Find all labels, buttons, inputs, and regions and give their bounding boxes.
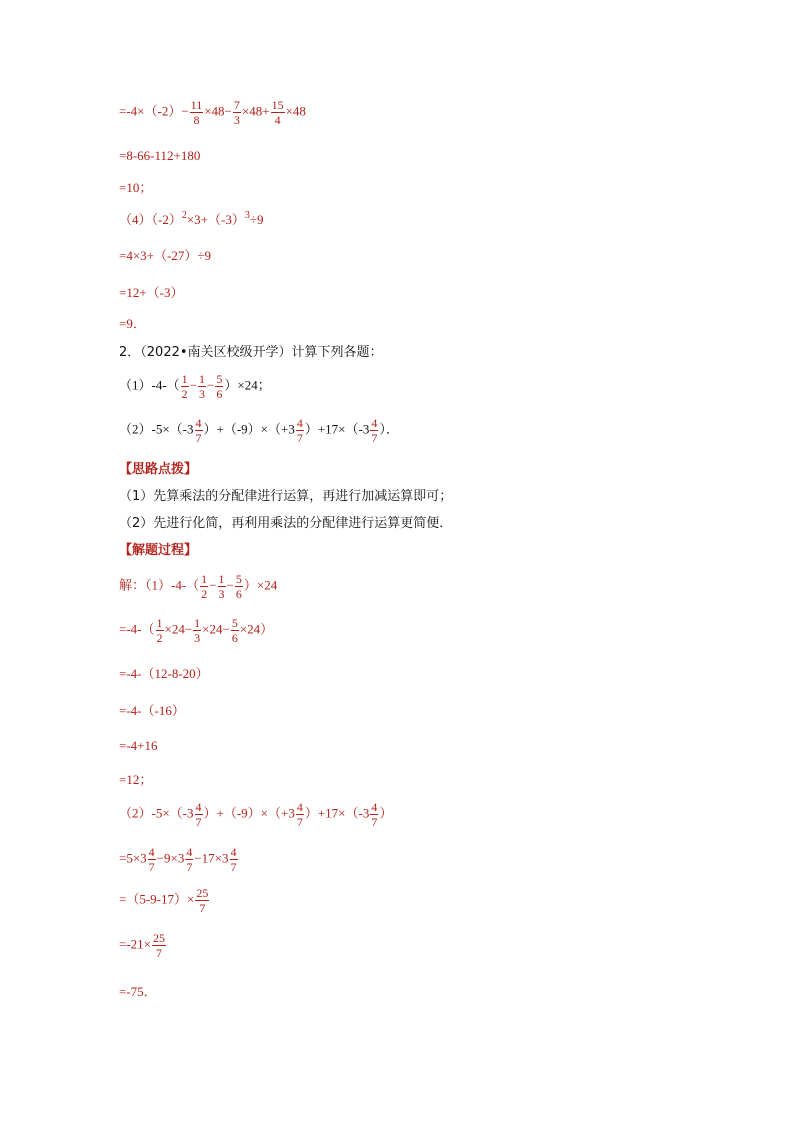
solution-line-4 [119,212,263,228]
question-2-title [119,345,383,361]
expr-text: − [189,377,198,393]
expr-text: =-4-（ [119,621,155,637]
fraction: $\frac{1}{3}$ [218,572,225,601]
question-2-part-2 [119,416,399,445]
solution-line-7: =9． [119,316,146,331]
fraction: $\frac{1}{3}$ [194,616,201,645]
expr-text: ）+（-9）×（+3 [203,805,295,821]
fraction: $\frac{4}{7}$ [371,416,378,445]
fraction: $\frac{4}{7}$ [195,416,202,445]
fraction: $\frac{7}{3}$ [233,98,240,127]
expr-text: −17×3 [194,850,229,866]
expr-text: ）． [379,421,399,437]
expr-text: − [226,577,234,593]
expr-text: ÷9 [249,212,264,227]
fraction: $\frac{25}{7}$ [196,886,209,915]
hint-line-2: （2）先进行化简，再利用乘法的分配律进行运算更简便． [119,516,453,531]
fraction: $\frac{4}{7}$ [148,845,155,874]
expr-text: −9×3 [156,850,185,866]
question-2-part-1 [119,372,271,401]
fraction: $\frac{4}{7}$ [371,800,378,829]
expr-text: ×24− [202,621,230,637]
fraction: $\frac{11}{8}$ [190,98,203,127]
fraction: $\frac{1}{2}$ [201,572,208,601]
expr-text: − [207,377,215,393]
fraction: $\frac{4}{7}$ [195,800,202,829]
solution-line-2: =8-66-112+180 [119,148,201,163]
solution-2-line-6: =12； [119,772,153,787]
expr-text: ） [379,805,393,821]
expr-text: =（5-9-17）× [119,891,195,907]
solution-line-5: =4×3+（-27）÷9 [119,248,211,263]
question-text: 计算下列各题： [291,345,383,360]
expr-text: （1）-4-（ [119,377,180,393]
expr-text: ×3+（-3） [186,212,245,227]
expr-text: ）×24； [224,377,271,393]
fraction: $\frac{5}{6}$ [235,572,242,601]
fraction: $\frac{4}{7}$ [230,845,237,874]
solution-2-line-3: =-4-（12-8-20） [119,666,209,681]
hint-line-1: （1）先算乘法的分配律进行运算，再进行加减运算即可； [119,489,453,504]
solution-line-3: =10； [119,180,153,195]
solution-line-6: =12+（-3） [119,285,184,300]
solution-2-line-2 [119,616,273,645]
solution-line-1 [119,98,306,127]
solution-2-line-11: =-75． [119,984,157,999]
question-number: 2． [119,345,141,360]
expr-text: − [209,577,217,593]
fraction: $\frac{1}{3}$ [199,372,206,401]
fraction: $\frac{1}{2}$ [156,616,163,645]
expr-text: ）×24 [243,577,278,593]
fraction: $\frac{4}{7}$ [296,800,303,829]
expr-text: ×24） [239,621,274,637]
fraction: $\frac{4}{7}$ [186,845,193,874]
exponent: 3 [244,210,250,221]
solution-2-line-5: =-4+16 [119,738,158,753]
expr-text: （2）-5×（-3 [119,805,194,821]
fraction: $\frac{5}{6}$ [216,372,223,401]
solution-2-line-7 [119,800,392,829]
expr-text: =-21× [119,936,151,952]
fraction: $\frac{25}{7}$ [153,931,165,960]
expr-text: ×24− [164,621,193,637]
solution-2-line-1 [119,572,277,601]
solution-2-line-4: =-4-（-16） [119,703,185,718]
expr-text: （2）-5×（-3 [119,421,194,437]
expr-text: ×48− [204,103,232,119]
expr-text: ）+（-9）×（+3 [203,421,295,437]
expr-text: ）+17×（-3 [304,421,370,437]
solution-2-line-8 [119,845,239,874]
expr-text: 解：（1）-4-（ [119,577,200,593]
fraction: $\frac{15}{4}$ [271,98,284,127]
expr-text: （4）（-2） [119,212,182,227]
fraction: $\frac{4}{7}$ [296,416,303,445]
fraction: $\frac{5}{6}$ [231,616,238,645]
expr-text: ）+17×（-3 [304,805,370,821]
question-source: （2022•南关区校级开学） [140,345,292,360]
solution-2-line-9 [119,886,210,915]
solution-heading: 【解题过程】 [119,543,198,558]
exponent: 2 [181,210,187,221]
expr-text: ×48 [285,103,306,119]
fraction: $\frac{1}{2}$ [181,372,188,401]
expr-text: ×48+ [241,103,270,119]
hint-heading: 【思路点拨】 [119,462,198,477]
expr-text: =5×3 [119,850,147,866]
expr-text: =-4×（-2）− [119,103,189,119]
solution-2-line-10 [119,931,167,960]
